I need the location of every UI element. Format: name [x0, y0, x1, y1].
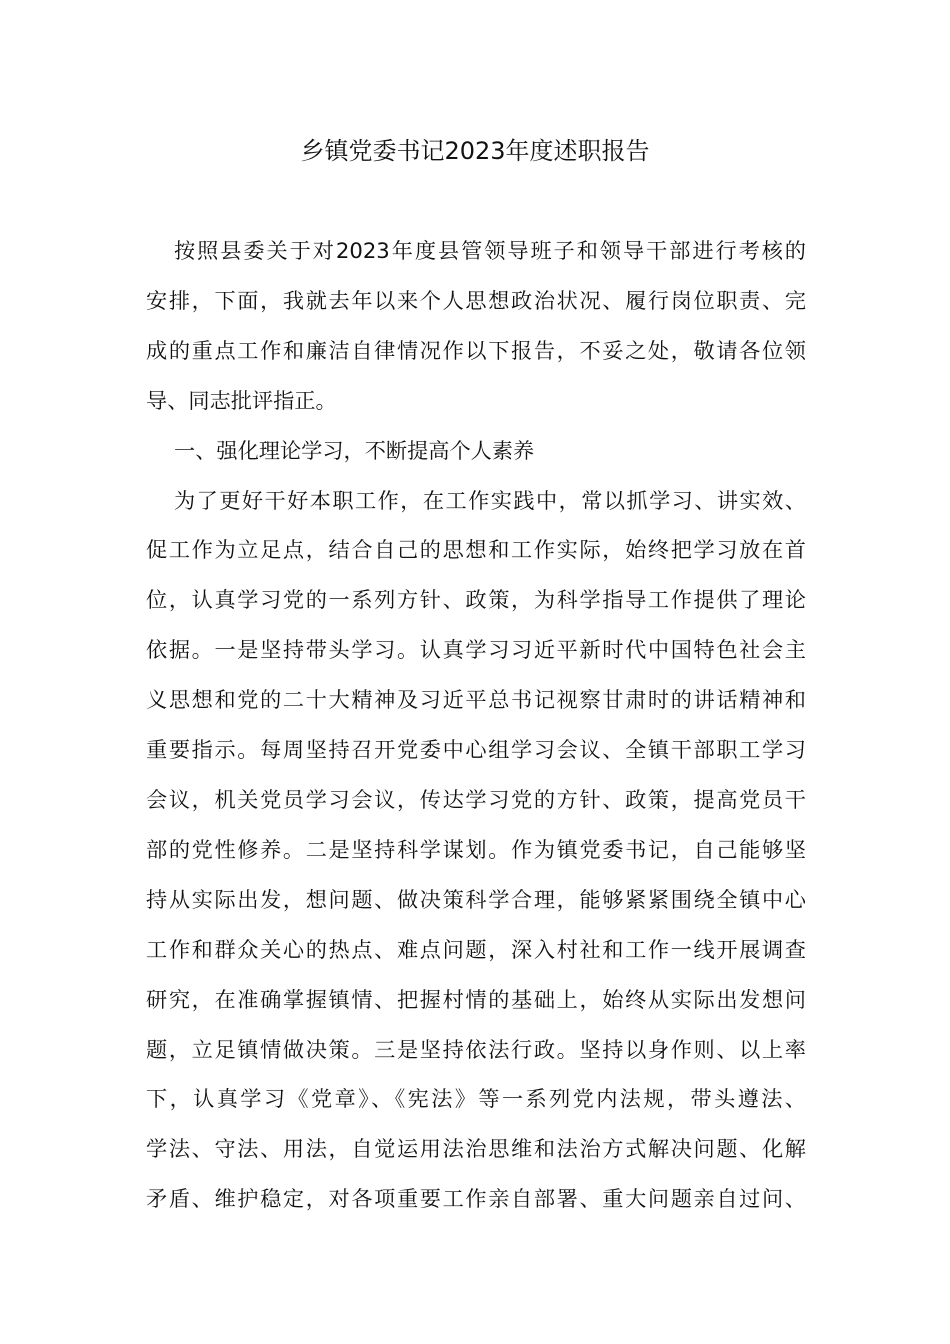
- paragraph-line: 义思想和党的二十大精神及习近平总书记视察甘肃时的讲话精神和: [146, 687, 806, 713]
- paragraph-line: 持从实际出发，想问题、做决策科学合理，能够紧紧围绕全镇中心: [146, 886, 806, 912]
- paragraph-line: 部的党性修养。二是坚持科学谋划。作为镇党委书记，自己能够坚: [146, 836, 806, 862]
- document-body: [146, 226, 806, 1224]
- paragraph-line: 题，立足镇情做决策。三是坚持依法行政。坚持以身作则、以上率: [146, 1036, 806, 1062]
- paragraph-line: 矛盾、维护稳定，对各项重要工作亲自部署、重大问题亲自过问、: [146, 1186, 806, 1212]
- section-heading: [146, 426, 806, 476]
- paragraph-line: 促工作为立足点，结合自己的思想和工作实际，始终把学习放在首: [146, 537, 806, 563]
- paragraph-line: 研究，在准确掌握镇情、把握村情的基础上，始终从实际出发想问: [146, 986, 806, 1012]
- paragraph-line: 工作和群众关心的热点、难点问题，深入村社和工作一线开展调查: [146, 936, 806, 962]
- paragraph-intro: [146, 226, 806, 426]
- paragraph-line: 依据。一是坚持带头学习。认真学习习近平新时代中国特色社会主: [146, 637, 806, 663]
- document-title: 乡镇党委书记2023年度述职报告: [300, 137, 650, 165]
- paragraph-line: 学法、守法、用法，自觉运用法治思维和法治方式解决问题、化解: [146, 1136, 806, 1162]
- paragraph-line: 重要指示。每周坚持召开党委中心组学习会议、全镇干部职工学习: [146, 737, 806, 763]
- paragraph-line: 安排，下面，我就去年以来个人思想政治状况、履行岗位职责、完: [146, 287, 806, 313]
- paragraph-line: 按照县委关于对2023年度县管领导班子和领导干部进行考核的: [174, 238, 806, 263]
- paragraph-line: 成的重点工作和廉洁自律情况作以下报告，不妥之处，敬请各位领: [146, 337, 806, 363]
- paragraph-line: 位，认真学习党的一系列方针、政策，为科学指导工作提供了理论: [146, 587, 806, 613]
- section-heading-text: 一、强化理论学习，不断提高个人素养: [174, 437, 535, 463]
- paragraph-line: 会议，机关党员学习会议，传达学习党的方针、政策，提高党员干: [146, 786, 806, 812]
- paragraph-line: 导、同志批评指正。: [146, 387, 337, 413]
- paragraph-line: 为了更好干好本职工作，在工作实践中，常以抓学习、讲实效、: [174, 487, 806, 513]
- paragraph-line: 下，认真学习《党章》、《宪法》等一系列党内法规，带头遵法、: [146, 1086, 806, 1112]
- paragraph-study: [146, 476, 806, 1225]
